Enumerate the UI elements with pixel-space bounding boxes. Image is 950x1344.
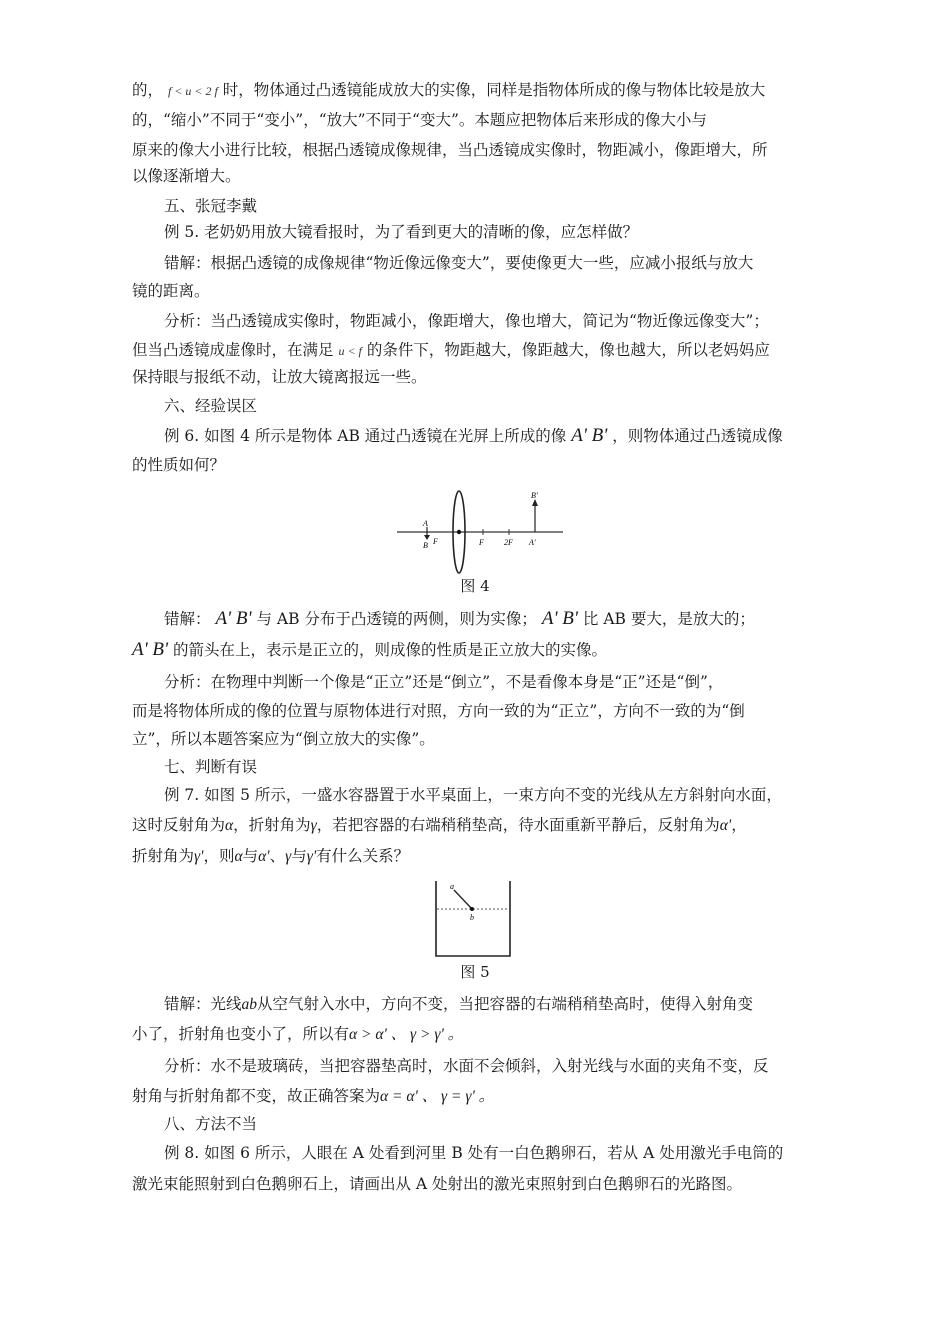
figure-5-water-container <box>432 878 514 958</box>
wrong-solution-7-line-2: 小了，折射角也变小了，所以有α > α' 、 γ > γ' 。 <box>132 1025 464 1043</box>
incident-ray-ab <box>454 890 472 909</box>
label-a-prime: A' <box>529 538 536 547</box>
wrong-solution-5-line-1: 错解：根据凸透镜的成像规律“物近像远像变大”，要使像更大一些，应减小报纸与放大 <box>164 254 754 272</box>
wrong-solution-5-line-2: 镜的距离。 <box>132 282 210 300</box>
analysis-7-line-1: 分析：水不是玻璃砖，当把容器垫高时，水面不会倾斜，入射光线与水面的夹角不变，反 <box>164 1057 769 1075</box>
wrong-solution-7-line-1: 错解：光线ab从空气射入水中，方向不变，当把容器的右端稍稍垫高时，使得入射角变 <box>164 995 754 1013</box>
section-heading-7: 七、判断有误 <box>164 758 258 776</box>
example-8-line-2: 激光束能照射到白色鹅卵石上，请画出从 A 处射出的激光束照射到白色鹅卵石的光路图。 <box>132 1175 743 1193</box>
label-a: a <box>450 882 454 891</box>
label-b: B <box>423 541 428 550</box>
analysis-6-line-1: 分析：在物理中判断一个像是“正立”还是“倒立”，不是看像本身是“正”还是“倒”， <box>164 673 724 691</box>
image-arrow-head <box>532 499 538 506</box>
label-2f: 2F <box>504 538 513 547</box>
text-line-3: 原来的像大小进行比较，根据凸透镜成像规律，当凸透镜成实像时，物距减小，像距增大，所 <box>132 141 768 159</box>
example-5: 例 5. 老奶奶用放大镜看报时，为了看到更大的清晰的像，应怎样做？ <box>164 223 639 241</box>
figure-5-caption: 图 5 <box>460 963 490 981</box>
example-7-line-2: 这时反射角为α，折射角为γ，若把容器的右端稍稍垫高，待水面重新平静后，反射角为α'， <box>132 816 747 834</box>
label-b-prime: B' <box>531 491 538 500</box>
analysis-5-line-1: 分析：当凸透镜成实像时，物距减小，像距增大，像也增大，简记为“物近像远像变大”； <box>164 312 769 330</box>
math-f-u-2f: f < u < 2 f <box>167 84 218 98</box>
text-line-4: 以像逐渐增大。 <box>132 167 241 185</box>
analysis-7-line-2: 射角与折射角都不变，故正确答案为α = α' 、 γ = γ' 。 <box>132 1087 495 1105</box>
wrong-solution-6-line-2: A' B' 的箭头在上，表示是正立的，则成像的性质是正立放大的实像。 <box>132 639 608 660</box>
section-heading-8: 八、方法不当 <box>164 1115 258 1133</box>
analysis-5-line-2: 但当凸透镜成虚像时，在满足 u < f 的条件下，物距越大，像距越大，像也越大，所以老妈妈应 <box>132 341 770 359</box>
example-8-line-1: 例 8. 如图 6 所示，人眼在 A 处看到河里 B 处有一白色鹅卵石，若从 A 处用激光手电筒的 <box>164 1144 784 1162</box>
analysis-6-line-3: 立”，所以本题答案应为“倒立放大的实像”。 <box>132 730 435 748</box>
example-7-line-1: 例 7. 如图 5 所示，一盛水容器置于水平桌面上，一束方向不变的光线从左方斜射向水面， <box>164 786 782 804</box>
figure-4-caption: 图 4 <box>460 577 490 595</box>
example-6-line-1: 例 6. 如图 4 所示是物体 AB 通过凸透镜在光屏上所成的像 A' B' ，则物体通过凸透镜成像 <box>164 425 783 446</box>
section-heading-6: 六、经验误区 <box>164 397 258 415</box>
label-a: A <box>423 519 428 528</box>
label-f-left: F <box>433 537 438 546</box>
analysis-6-line-2: 而是将物体所成的像的位置与原物体进行对照，方向一致的为“正立”，方向不一致的为“倒 <box>132 702 745 720</box>
wrong-solution-6-line-1: 错解： A' B' 与 AB 分布于凸透镜的两侧，则为实像； A' B' 比 AB 要大，是放大的； <box>164 608 755 629</box>
section-heading-5: 五、张冠李戴 <box>164 197 258 215</box>
incidence-point <box>470 907 474 911</box>
figure-4-lens-diagram <box>395 488 565 578</box>
label-f-right: F <box>479 538 484 547</box>
analysis-5-line-3: 保持眼与报纸不动，让放大镜离报远一些。 <box>132 368 427 386</box>
math-u-lt-f: u < f <box>338 344 362 358</box>
object-arrow-head <box>424 535 430 540</box>
optical-center <box>457 530 461 534</box>
example-7-line-3: 折射角为γ'，则α与α'、γ与γ'有什么关系？ <box>132 847 410 865</box>
text-line-2: 的，“缩小”不同于“变小”，“放大”不同于“变大”。本题应把物体后来形成的像大小与 <box>132 111 707 129</box>
label-b: b <box>470 913 474 922</box>
text-line-1: 的， f < u < 2 f 时，物体通过凸透镜能成放大的实像，同样是指物体所成的像与物体比较是放大 <box>132 81 766 99</box>
math-ab-prime: A' B' <box>571 425 608 446</box>
example-6-line-2: 的性质如何？ <box>132 456 226 474</box>
